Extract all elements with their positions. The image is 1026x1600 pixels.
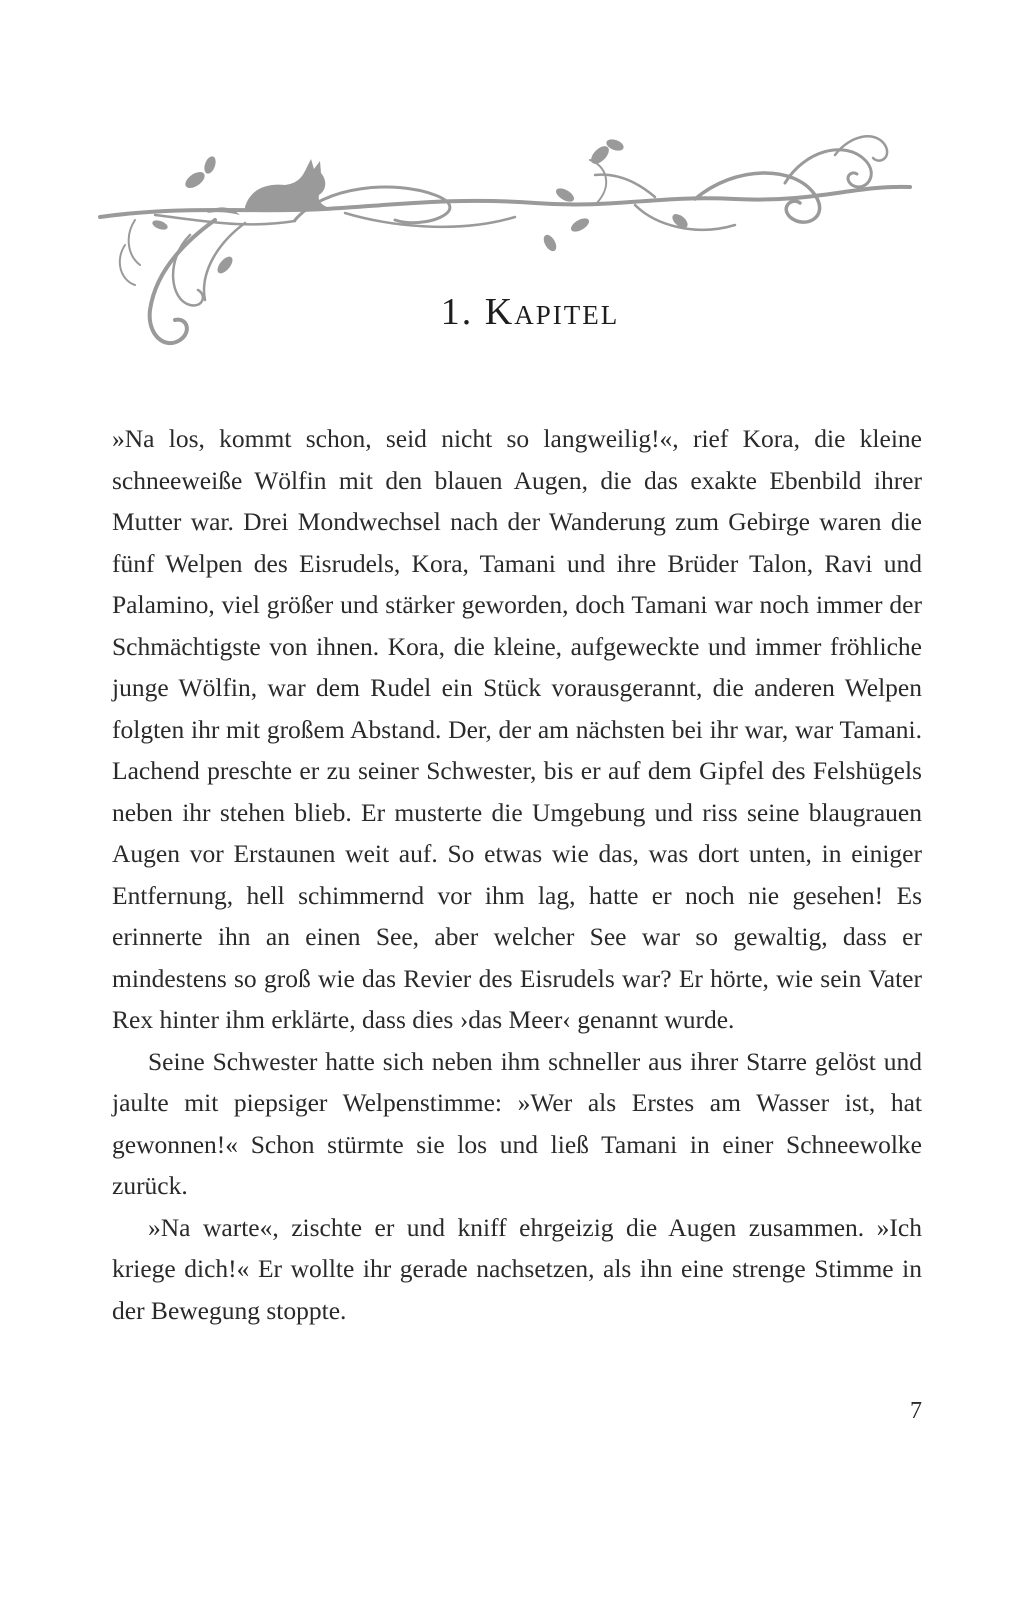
chapter-title: 1. Kapitel	[440, 291, 620, 333]
paragraph: Seine Schwester hatte sich neben ihm schneller aus ihrer Starre gelöst und jaulte mit piepsiger Welpenstimme: »Wer als Erstes am Wasser ist, hat gewonnen!« Schon stürmte sie los und ließ Tamani in einer Schneewolke zurück.	[112, 1046, 922, 1200]
chapter-body	[112, 418, 922, 1331]
paragraph: »Na warte«, zischte er und kniff ehrgeizig die Augen zusammen. »Ich kriege dich!« Er wollte ihr gerade nachsetzen, als ihn eine strenge Stimme in der Bewegung stoppte.	[112, 1212, 922, 1325]
page-number: 7	[910, 1398, 922, 1424]
paragraph: »Na los, kommt schon, seid nicht so langweilig!«, rief Kora, die kleine schneeweiße Wölfin mit den blauen Augen, die das exakte Ebenbild ihrer Mutter war. Drei Mondwechsel nach der Wanderung zum Gebirge waren die fünf Welpen des Eisrudels, Kora, Tamani und ihre Brüder Talon, Ravi und Palamino, viel größer und stärker geworden, doch Tamani war noch immer der Schmächtigste von ihnen. Kora, die kleine, aufgeweckte und immer fröhliche junge Wölfin, war dem Rudel ein Stück vorausgerannt, die anderen Welpen folgten ihr mit großem Abstand. Der, der am nächsten bei ihr war, war Tamani. Lachend preschte er zu seiner Schwester, bis er auf dem Gipfel des Felshügels neben ihr stehen blieb. Er musterte die Umgebung und riss seine blaugrauen Augen vor Erstaunen weit auf. So etwas wie das, was dort unten, in einiger Entfernung, hell schimmernd vor ihm lag, hatte er noch nie gesehen! Es erinnerte ihn an einen See, aber welcher See war so gewaltig, dass er mindestens so groß wie das Revier des Eisrudels war? Er hörte, wie sein Vater Rex hinter ihm erklärte, dass dies ›das Meer‹ genannt wurde.	[112, 424, 922, 1034]
